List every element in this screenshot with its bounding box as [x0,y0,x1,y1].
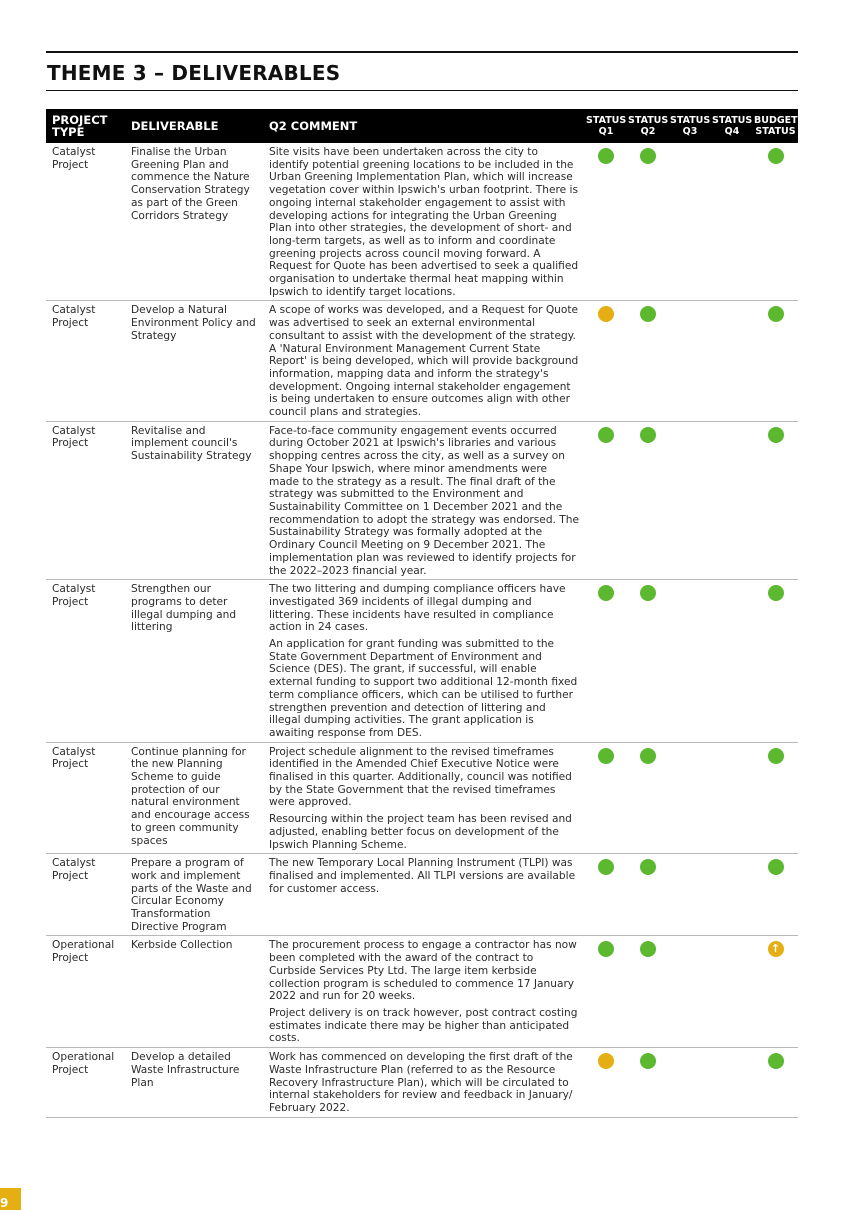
q2-comment-cell [263,580,585,742]
table-row [46,936,798,1048]
status-q4-cell [711,1048,753,1118]
green-status-dot-icon [640,941,656,957]
project-type-cell: Catalyst Project [46,301,125,421]
comment-paragraph: An application for grant funding was submitted to the State Government Department of Environment and Science (DES). The grant, if successful, will enable external funding to support two additional 12-month fixed term compliance officers, which can be utilised to further strengthen prevention and detection of littering and illegal dumping activities. The grant application is awaiting response from DES. [269,638,578,739]
header-status-q2: STATUS Q2 [627,109,669,143]
header-status-q4: STATUS Q4 [711,109,753,143]
comment-paragraph: Work has commenced on developing the first draft of the Waste Infrastructure Plan (referred to as the Resource Recovery Infrastructure Plan), which will be circulated to internal stakeholders for review and feedback in January/ February 2022. [269,1051,573,1114]
status-q3-cell [669,742,711,854]
green-status-dot-icon [768,585,784,601]
table-row [46,421,798,579]
green-status-dot-icon [640,148,656,164]
green-status-dot-icon [768,859,784,875]
q2-comment-cell [263,854,585,936]
status-q1-cell [585,421,627,579]
status-q1-cell [585,143,627,301]
status-q4-cell [711,421,753,579]
header-status-q1: STATUS Q1 [585,109,627,143]
project-type-cell: Catalyst Project [46,580,125,742]
green-status-dot-icon [768,427,784,443]
budget-status-cell [753,301,798,421]
amber-status-dot-icon [598,306,614,322]
comment-paragraph: The new Temporary Local Planning Instrument (TLPI) was finalised and implemented. All TLPI versions are available for customer access. [269,857,576,895]
green-status-dot-icon [598,148,614,164]
q2-comment-cell [263,421,585,579]
deliverable-cell: Prepare a program of work and implement parts of the Waste and Circular Economy Transformation Directive Program [125,854,263,936]
comment-paragraph: Project delivery is on track however, post contract costing estimates indicate there may be higher than anticipated costs. [269,1007,578,1045]
table-row [46,742,798,854]
budget-status-cell [753,936,798,1048]
budget-status-cell [753,143,798,301]
status-q1-cell [585,1048,627,1118]
project-type-cell: Catalyst Project [46,854,125,936]
table-row [46,143,798,301]
green-status-dot-icon [768,1053,784,1069]
deliverable-cell: Finalise the Urban Greening Plan and commence the Nature Conservation Strategy as part of the Green Corridors Strategy [125,143,263,301]
deliverable-cell: Strengthen our programs to deter illegal dumping and littering [125,580,263,742]
status-q4-cell [711,936,753,1048]
status-q1-cell [585,580,627,742]
green-status-dot-icon [768,306,784,322]
amber-up-arrow-icon: ↑ [768,941,784,957]
comment-paragraph: Face-to-face community engagement events occurred during October 2021 at Ipswich's libraries and various shopping centres across the city, as well as a survey on Shape Your Ipswich, where minor amendments were made to the strategy as a result. The final draft of the strategy was submitted to the Environment and Sustainability Committee on 1 December 2021 and the recommendation to adopt the strategy was endorsed. The Sustainability Strategy was formally adopted at the Ordinary Council Meeting on 9 December 2021. The implementation plan was reviewed to identify projects for the 2022–2023 financial year. [269,424,579,577]
table-row [46,580,798,742]
green-status-dot-icon [640,859,656,875]
status-q4-cell [711,301,753,421]
comment-paragraph: Project schedule alignment to the revised timeframes identified in the Amended Chief Executive Notice were finalised in this quarter. Additionally, council was notified by the State Government that the revised timeframes were approved. [269,745,572,809]
status-q3-cell [669,143,711,301]
header-q2-comment: Q2 COMMENT [263,109,585,143]
deliverable-cell: Continue planning for the new Planning Scheme to guide protection of our natural environment and encourage access to green community spaces [125,742,263,854]
green-status-dot-icon [768,148,784,164]
project-type-cell: Catalyst Project [46,143,125,301]
deliverable-cell: Develop a detailed Waste Infrastructure Plan [125,1048,263,1118]
green-status-dot-icon [598,941,614,957]
comment-paragraph: Resourcing within the project team has been revised and adjusted, enabling better focus on development of the Ipswich Planning Scheme. [269,813,572,851]
status-q3-cell [669,1048,711,1118]
amber-status-dot-icon [598,1053,614,1069]
status-q2-cell [627,143,669,301]
comment-paragraph: A scope of works was developed, and a Request for Quote was advertised to seek an external environmental consultant to assist with the development of the strategy. A 'Natural Environment Management Current State Report' is being developed, which will provide background information, mapping data and inform the strategy's development. Ongoing internal stakeholder engagement is being undertaken to ensure outcomes align with other council plans and strategies. [269,304,579,419]
deliverable-cell: Develop a Natural Environment Policy and Strategy [125,301,263,421]
green-status-dot-icon [640,306,656,322]
status-q2-cell [627,421,669,579]
budget-status-cell [753,1048,798,1118]
project-type-cell: Catalyst Project [46,742,125,854]
q2-comment-cell [263,1048,585,1118]
status-q2-cell [627,580,669,742]
top-rule [46,51,798,53]
status-q3-cell [669,421,711,579]
green-status-dot-icon [640,1053,656,1069]
deliverable-cell: Kerbside Collection [125,936,263,1048]
status-q3-cell [669,580,711,742]
page-number: 9 [0,1196,9,1210]
table-row [46,854,798,936]
green-status-dot-icon [598,748,614,764]
status-q4-cell [711,854,753,936]
project-type-cell: Operational Project [46,936,125,1048]
status-q2-cell [627,742,669,854]
q2-comment-cell [263,742,585,854]
status-q1-cell [585,854,627,936]
status-q1-cell [585,301,627,421]
q2-comment-cell [263,301,585,421]
header-project-type: PROJECT TYPE [46,109,125,143]
table-row [46,1048,798,1118]
comment-paragraph: The procurement process to engage a contractor has now been completed with the award of the contract to Curbside Services Pty Ltd. The large item kerbside collection program is scheduled to commence 17 January 2022 and run for 20 weeks. [269,939,577,1003]
green-status-dot-icon [598,427,614,443]
table-body [46,143,798,1117]
status-q4-cell [711,742,753,854]
status-q2-cell [627,1048,669,1118]
status-q2-cell [627,936,669,1048]
budget-status-cell [753,580,798,742]
status-q3-cell [669,936,711,1048]
green-status-dot-icon [640,585,656,601]
budget-status-cell [753,854,798,936]
status-q2-cell [627,854,669,936]
q2-comment-cell [263,143,585,301]
header-status-q3: STATUS Q3 [669,109,711,143]
table-row [46,301,798,421]
status-q3-cell [669,854,711,936]
green-status-dot-icon [768,748,784,764]
green-status-dot-icon [598,859,614,875]
header-budget-status: BUDGET STATUS [753,109,798,143]
page-title: THEME 3 – DELIVERABLES [47,61,341,85]
status-q1-cell [585,742,627,854]
green-status-dot-icon [640,748,656,764]
deliverables-table [46,109,798,1118]
header-deliverable: DELIVERABLE [125,109,263,143]
status-q2-cell [627,301,669,421]
status-q4-cell [711,143,753,301]
green-status-dot-icon [598,585,614,601]
table-header-row [46,109,798,143]
green-status-dot-icon [640,427,656,443]
budget-status-cell [753,421,798,579]
status-q1-cell [585,936,627,1048]
budget-status-cell [753,742,798,854]
project-type-cell: Catalyst Project [46,421,125,579]
deliverable-cell: Revitalise and implement council's Sustainability Strategy [125,421,263,579]
q2-comment-cell [263,936,585,1048]
project-type-cell: Operational Project [46,1048,125,1118]
status-q4-cell [711,580,753,742]
title-rule [46,90,798,91]
status-q3-cell [669,301,711,421]
comment-paragraph: The two littering and dumping compliance officers have investigated 369 incidents of illegal dumping and littering. These incidents have resulted in compliance action in 24 cases. [269,583,566,634]
comment-paragraph: Site visits have been undertaken across the city to identify potential greening locations to be included in the Urban Greening Implementation Plan, which will increase vegetation cover within Ipswich's urban footprint. There is ongoing internal stakeholder engagement to assist with developing actions for integrating the Urban Greening Plan into other strategies, the development of short- and long-term targets, as well as to inform and coordinate greening projects across council moving forward. A Request for Quote has been advertised to seek a qualified organisation to undertake thermal heat mapping within Ipswich to identify target locations. [269,146,579,298]
